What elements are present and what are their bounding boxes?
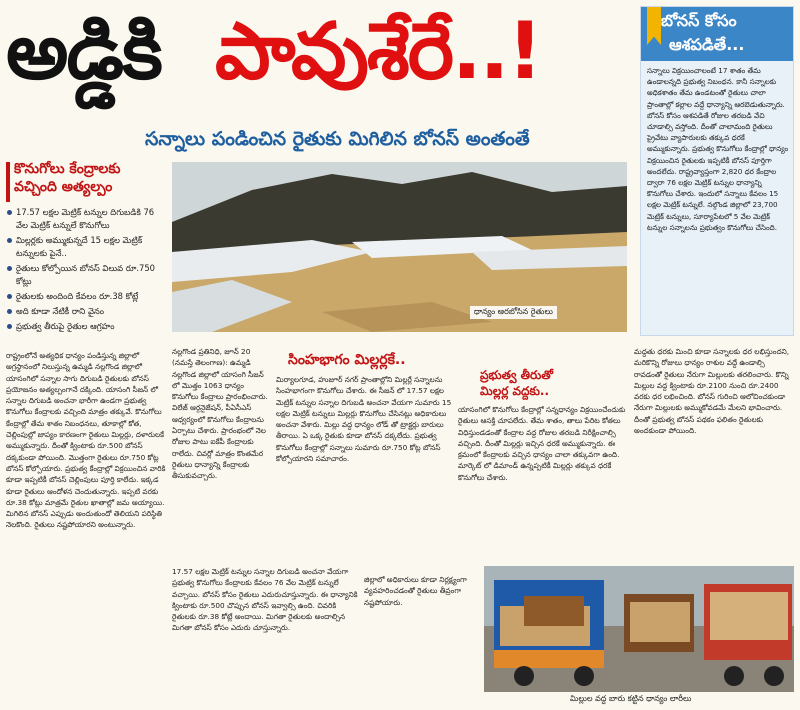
column3-heading-line2: మిల్లర్ల వద్దకు.. <box>480 384 550 398</box>
key-points-list <box>6 206 166 335</box>
section-heading: సింహభాగం మిల్లర్లకే.. <box>288 352 406 368</box>
key-point: మిల్లర్లకు అమ్ముకున్నదే 15 లక్షల మెట్రిక్ టన్నులకు పైనే.. <box>6 234 166 260</box>
sidebox-title-line2: ఆశపడితే... <box>669 35 745 54</box>
key-point: అది కూడా నేటికీ రాని వైనం <box>6 305 166 318</box>
trucks-photo <box>484 566 794 692</box>
column3-body: యాసంగిలో కొనుగోలు కేంద్రాల్లో సన్నధాన్యం విక్రయించేందుకు రైతులు ఆసక్తి చూపలేదు. తేమ శాతం, తాలు పేరిట కోతలు విధిస్తుండడంతో కేంద్రాల వద్ద రోజుల తరబడి నిరీక్షించాల్సి వచ్చింది. దీంతో మిల్లర్లు ఇచ్చిన ధరకే అమ్ముకున్నారు. ఈ క్రమంలో కేంద్రాలకు వచ్చిన ధాన్యం చాలా తక్కువగా ఉంది. మార్కెట్ లో డిమాండ్ ఉన్నప్పటికీ మిల్లర్లు తక్కువ ధరకే కొనుగోలు చేశారు. <box>458 405 626 482</box>
grain-drying-illustration <box>172 162 627 332</box>
column3-heading-line1: ప్రభుత్వ తీరుతో <box>480 368 553 382</box>
headline-part1: అడ్డికి <box>6 7 161 97</box>
sidebox-title-bar <box>641 7 793 61</box>
bonus-sidebox <box>640 6 794 336</box>
subheadline: సన్నాలు పండించిన రైతుకు మిగిలిన బోనస్ అంతంతే <box>145 128 530 150</box>
column2-bottom-text: 17.57 లక్షల మెట్రిక్ టన్నుల సన్నాల దిగుబడి అంచనా వేయగా ప్రభుత్వ కొనుగోలు కేంద్రాలకు కేవలం 76 వేల మెట్రిక్ టన్నులే వచ్చాయి. బోనస్ కోసం రైతులు ఎదురుచూస్తున్నారు. ఈ ధాన్యానికి క్వింటాకు రూ.500 చొప్పున బోనస్ ఇవ్వాల్సి ఉంది. చివరికి రైతులకు రూ.38 కోట్లే అందాయి. మిగతా రైతులకు అందాల్సిన మిగతా బోనస్ కోసం ఎదురు చూస్తున్నారు. <box>172 567 358 633</box>
sidebox-title-line1: బోనస్ కోసం <box>661 11 737 30</box>
key-point: రైతులు కోల్పోయిన బోనస్ విలువ రూ.750 కోట్లు <box>6 262 166 288</box>
key-point: 17.57 లక్షల మెట్రిక్ టన్నుల దిగుబడికి 76 వేల మెట్రిక్ టన్నులే కొనుగోలు <box>6 206 166 232</box>
grain-drying-photo <box>172 162 627 332</box>
dateline-text: నల్లగొండ ప్రతినిధి, జూన్ 20 (నమస్తే తెలంగాణ): ఉమ్మడి నల్లగొండ జిల్లాలో యాసంగి సీజన్ లో మొత్తం 1063 ధాన్యం కొనుగోలు కేంద్రాలు ప్రారంభించారు. విలేజ్ ఆర్గనైజేషన్, పీఏసీఎస్ ఆధ్వర్యంలో కొనుగోలు కేంద్రాలను ఏర్పాటు చేశారు. ప్రారంభంలో నెల రోజుల పాటు ఐకేపీ కేంద్రాలకు రాలేదు. చివర్లో మాత్రం కొంతమేర రైతులు ధాన్యాన్ని కేంద్రాలకు తీసుకువచ్చారు. <box>172 347 268 481</box>
photo1-caption: ధాన్యం ఆరబోసిన రైతులు <box>470 306 557 319</box>
bookmark-icon <box>647 7 661 45</box>
photo2-caption: మిల్లుల వద్ద బారు కట్టిన ధాన్యం లారీలు <box>570 694 692 703</box>
headline-part2: పావుశేరే..! <box>215 7 541 97</box>
key-point: ప్రభుత్వ తీరుపై రైతుల ఆగ్రహం <box>6 320 166 333</box>
section-body: మిర్యాలగూడ, హుజూర్ నగర్ ప్రాంతాల్లోని మిల్లర్లే సన్నాలను సింహభాగంగా కొనుగోలు చేశారు. ఈ సీజన్ లో 17.57 లక్షల మెట్రిక్ టన్నుల సన్నాల దిగుబడి అంచనా వేయగా సుమారు 15 లక్షల మెట్రిక్ టన్నులు మిల్లర్లు కొనుగోలు చేసినట్లు అధికారులు అంచనా వేశారు. మిల్లు వద్ద ధాన్యం లోడ్ తో ట్రాక్టర్లు బారులు తీరాయి. ఏ ఒక్క రైతుకు కూడా బోనస్ దక్కలేదు. ప్రభుత్వ కొనుగోలు కేంద్రాల్లో సన్నాలు సుమారు రూ.750 కోట్ల బోనస్ కోల్పోయారని సమాచారం. <box>276 375 452 464</box>
section-bar-decoration <box>6 162 10 202</box>
left-box-title-line1: కొనుగోలు కేంద్రాలకు <box>14 161 121 177</box>
sidebox-text: సన్నాలు విక్రయించాలంటే 17 శాతం తేమ ఉండాలన్నది ప్రభుత్వ నిబంధన. కానీ సన్నాలకు అధికశాతం తేమ ఉండటంతో రైతులు చాలా ప్రాంతాల్లో కల్లాల వద్దే ధాన్యాన్ని ఆరబెడుతున్నారు. బోనస్ కోసం ఆశపడితే రోజుల తరబడి వేచి చూడాల్సి వస్తోంది. దీంతో చాలామంది రైతులు ప్రైవేటు వ్యాపారులకు తక్కువ ధరకే అమ్ముకున్నారు. ప్రభుత్వ కొనుగోలు కేంద్రాల్లో ధాన్యం విక్రయించిన రైతులకు ఇప్పటికీ బోనస్ పూర్తిగా అందలేదు. రాష్ట్రవ్యాప్తంగా 2,820 ధర కేంద్రాల ద్వారా 76 లక్షల మెట్రిక్ టన్నుల ధాన్యాన్ని కొనుగోలు చేశారు. ఇందులో సన్నాలు కేవలం 15 లక్షల మెట్రిక్ టన్నులే. నల్గొండ జిల్లాలో 23,700 మెట్రిక్ టన్నులు, సూర్యాపేటలో 5 వేల మెట్రిక్ టన్నుల సన్నాలను ప్రభుత్వం కొనుగోలు చేసింది. <box>647 66 789 232</box>
left-box-title-line2: వచ్చింది అత్యల్పం <box>14 179 113 195</box>
left-column-body: రాష్ట్రంలోనే అత్యధిక ధాన్యం పండిస్తున్న జిల్లాలో అగ్రస్థానంలో నిలుస్తున్న ఉమ్మడి నల్లగొండ జిల్లాలో యాసంగిలో సన్నాల సాగు దిగుబడి రైతులకు బోనస్ ప్రయోజనం అత్యల్పంగానే దక్కింది. యాసంగి సీజన్ లో సన్నాల దిగుబడి అంచనా భారీగా ఉండగా ప్రభుత్వ కొనుగోలు కేంద్రాలకు వచ్చింది మాత్రం తక్కువే. కొనుగోలు కేంద్రాల్లో తేమ శాతం నిబంధనలు, తూకాల్లో కోత, చెల్లింపుల్లో జాప్యం కారణంగా రైతులు మిల్లర్లు, దళారులకే అమ్ముకున్నారు. దీంతో క్వింటాకు రూ.500 బోనస్ దక్కకుండా పోయింది. మొత్తంగా రైతులు రూ.750 కోట్ల బోనస్ కోల్పోయారు. ప్రభుత్వ కేంద్రాల్లో విక్రయించిన వారికి కూడా ఇప్పటికీ బోనస్ చెల్లింపులు పూర్తి కాలేదు. ఇక్కడ కూడా రైతులు ఆందోళన చెందుతున్నారు. ఇప్పటి వరకు రూ.38 కోట్లు మాత్రమే రైతుల ఖాతాల్లో జమ అయ్యాయి. మిగిలిన బోనస్ ఎప్పుడు అందుతుందో తెలియని పరిస్థితి నెలకొంది. రైతులు నష్టపోయారని అంటున్నారు. <box>6 351 166 530</box>
key-point: రైతులకు అందింది కేవలం రూ.38 కోట్లే <box>6 290 166 303</box>
column4-body: మద్దతు ధరకు మించి కూడా సన్నాలకు ధర లభిస్తుందని, మరికొన్ని రోజులు ధాన్యం రాశుల వద్దే ఉండాల్సి రావడంతో రైతులు నేరుగా మిల్లులకు తరలించారు. కొన్ని మిల్లుల వద్ద క్వింటాకు రూ.2100 నుంచి రూ.2400 వరకు ధర లభించింది. బోనస్ గురించి ఆలోచించకుండా నేరుగా మిల్లులకు అమ్ముకోవడమే మేలని భావించారు. దీంతో ప్రభుత్వ బోనస్ పథకం ఫలితం రైతులకు అందకుండా పోయింది. <box>634 347 790 436</box>
column-mid-text: జిల్లాలో అధికారులు కూడా నిర్లక్ష్యంగా వ్యవహరించడంతో రైతులు తీవ్రంగా నష్టపోయారు. <box>364 575 467 607</box>
left-box-title <box>14 160 164 196</box>
trucks-illustration <box>484 566 794 692</box>
